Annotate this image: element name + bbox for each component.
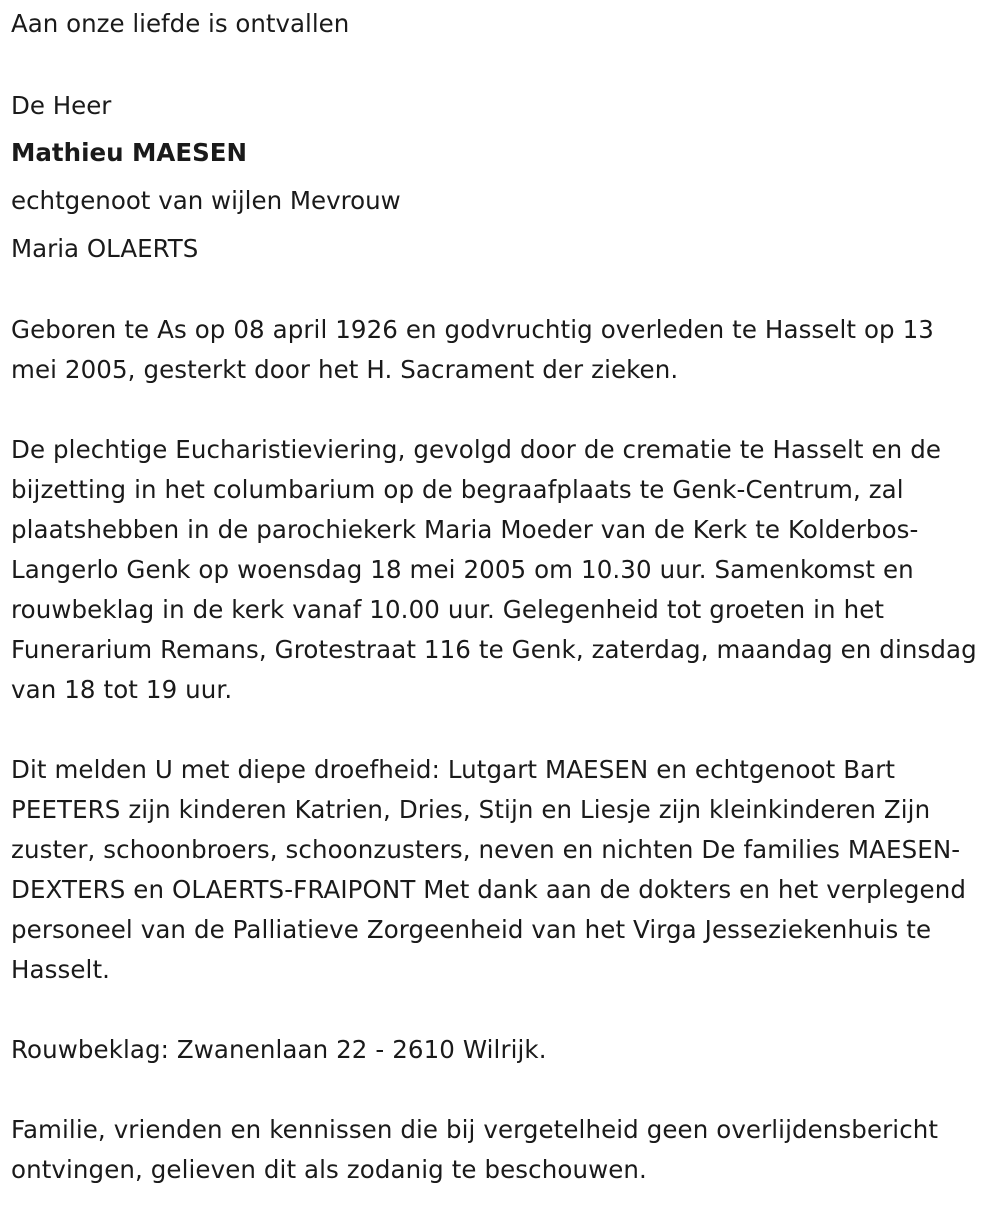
intro-line: Aan onze liefde is ontvallen xyxy=(11,9,350,38)
title-line: De Heer xyxy=(11,91,112,120)
spouse-name: Maria OLAERTS xyxy=(11,234,199,263)
deceased-name: Mathieu MAESEN xyxy=(11,138,248,167)
birth-paragraph: Geboren te As op 08 april 1926 en godvruchtig overleden te Hasselt op 13 mei 2005, gesterkt door het H. Sacrament der zieken. xyxy=(11,315,934,384)
relation-line: echtgenoot van wijlen Mevrouw xyxy=(11,186,401,215)
condolence-address: Rouwbeklag: Zwanenlaan 22 - 2610 Wilrijk. xyxy=(11,1035,547,1064)
ceremony-paragraph: De plechtige Eucharistieviering, gevolgd door de crematie te Hasselt en de bijzetting in het columbarium op de begraafplaats te Genk-Centrum, zal plaatshebben in de parochiekerk Maria Moeder van de Kerk te Kolderbos-Langerlo Genk op woensdag 18 mei 2005 om 10.30 uur. Samenkomst en rouwbeklag in de kerk vanaf 10.00 uur. Gelegenheid tot groeten in het Funerarium Remans, Grotestraat 116 te Genk, zaterdag, maandag en dinsdag van 18 tot 19 uur. xyxy=(11,435,977,704)
notice-paragraph: Familie, vrienden en kennissen die bij vergetelheid geen overlijdensbericht ontvingen, gelieven dit als zodanig te beschouwen. xyxy=(11,1115,939,1184)
family-paragraph: Dit melden U met diepe droefheid: Lutgart MAESEN en echtgenoot Bart PEETERS zijn kinderen Katrien, Dries, Stijn en Liesje zijn kleinkinderen Zijn zuster, schoonbroers, schoonzusters, neven en nichten De families MAESEN-DEXTERS en OLAERTS-FRAIPONT Met dank aan de dokters en het verplegend personeel van de Palliatieve Zorgeenheid van het Virga Jesseziekenhuis te Hasselt. xyxy=(11,755,967,984)
